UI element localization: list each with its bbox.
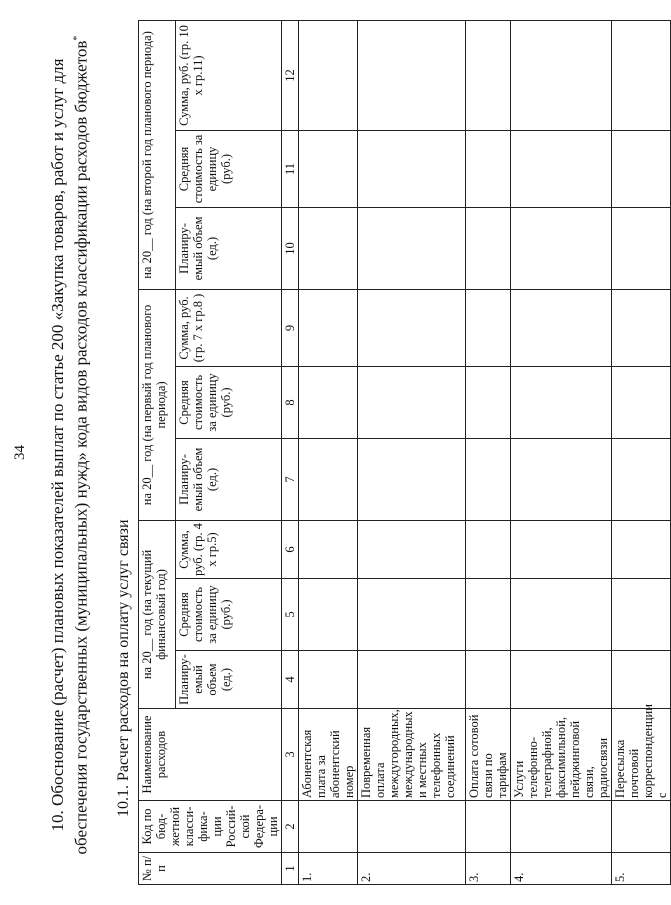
cell <box>612 289 671 366</box>
cell <box>466 520 511 578</box>
cell <box>358 20 466 130</box>
cell <box>358 289 466 366</box>
column-number: 8 <box>282 366 299 438</box>
row-number: 2. <box>358 853 466 885</box>
table-row <box>466 20 511 884</box>
header-row-periods <box>139 20 176 884</box>
header-unit-price: Средняя стоимость за единицу (руб.) <box>175 366 281 438</box>
table-row <box>358 20 466 884</box>
header-budget-code: Код по бюд-жетной класси-фика-ции Россий-ской Федера-ции <box>139 801 282 853</box>
cell <box>466 207 511 289</box>
column-number: 12 <box>282 20 299 130</box>
cell <box>358 579 466 651</box>
footnote-mark: * <box>72 35 83 41</box>
cell <box>511 651 612 709</box>
cell <box>358 520 466 578</box>
table-row <box>299 20 358 884</box>
header-volume: Планиру-емый объем (ед.) <box>175 651 281 709</box>
cell <box>299 207 358 289</box>
cell <box>612 207 671 289</box>
cell <box>299 366 358 438</box>
column-number: 4 <box>282 651 299 709</box>
cell <box>511 20 612 130</box>
column-number: 11 <box>282 130 299 207</box>
cell <box>358 438 466 520</box>
cell <box>299 130 358 207</box>
header-unit-price: Средняя стоимость за единицу (руб.) <box>175 130 281 207</box>
row-number: 3. <box>466 853 511 885</box>
header-period-first: на 20__ год (на первый год планового периода) <box>139 289 176 520</box>
cell <box>612 579 671 651</box>
column-number: 3 <box>282 709 299 801</box>
row-expense-name: Оплата сотовой связи по тарифам <box>466 709 511 801</box>
header-unit-price: Средняя стоимость за единицу (руб.) <box>175 579 281 651</box>
column-number: 6 <box>282 520 299 578</box>
header-expense-name: Наименование расходов <box>139 709 282 801</box>
row-expense-name: Абонентская плата за абонентский номер <box>299 709 358 801</box>
column-number: 1 <box>282 853 299 885</box>
column-numbers-row <box>282 20 299 884</box>
cell <box>466 438 511 520</box>
cell <box>612 20 671 130</box>
cell <box>358 651 466 709</box>
cell-budget-code <box>511 801 612 853</box>
column-number: 7 <box>282 438 299 520</box>
row-expense-name: Повременная оплата междугородных, международных и местных телефонных соединений <box>358 709 466 801</box>
cell <box>466 579 511 651</box>
cell <box>299 20 358 130</box>
cell <box>466 130 511 207</box>
table-row <box>511 20 612 884</box>
row-expense-name: Пересылка почтовой корреспонденции с <box>612 709 671 801</box>
calculation-table <box>138 20 671 885</box>
cell <box>358 207 466 289</box>
header-period-current: на 20__ год (на текущий финансовый год) <box>139 520 176 708</box>
cell <box>299 651 358 709</box>
cell <box>511 130 612 207</box>
row-expense-name: Услуги телефонно-телеграфной, факсимильной, пейджинговой связи, радиосвязи <box>511 709 612 801</box>
cell <box>511 207 612 289</box>
row-number: 1. <box>299 853 358 885</box>
cell <box>612 651 671 709</box>
column-number: 10 <box>282 207 299 289</box>
cell <box>466 366 511 438</box>
cell <box>612 366 671 438</box>
cell <box>358 366 466 438</box>
cell <box>612 438 671 520</box>
header-volume: Планиру-емый объем (ед.) <box>175 207 281 289</box>
table-row <box>612 20 671 884</box>
cell-budget-code <box>299 801 358 853</box>
cell <box>299 520 358 578</box>
subsection-title: 10.1. Расчет расходов на оплату услуг связи <box>115 519 132 817</box>
page-number: 34 <box>12 445 28 460</box>
cell <box>511 438 612 520</box>
header-sum: Сумма, руб. (гр. 10 х гр.11) <box>175 20 281 130</box>
cell <box>612 130 671 207</box>
cell-budget-code <box>612 801 671 853</box>
header-number: № п/п <box>139 853 282 885</box>
header-sum: Сумма, руб. (гр. 7 х гр.8 ) <box>175 289 281 366</box>
column-number: 5 <box>282 579 299 651</box>
header-sum: Сумма, руб. (гр. 4 х гр.5) <box>175 520 281 578</box>
cell <box>299 289 358 366</box>
cell <box>466 20 511 130</box>
section-title <box>48 25 92 865</box>
cell <box>511 520 612 578</box>
section-title-text: 10. Обоснование (расчет) плановых показателей выплат по статье 200 «Закупка товаров, работ и услуг для обеспечения государственных (муниципальных) нужд» кода видов расходов классификации расходов бюджетов <box>48 40 91 855</box>
row-number: 5. <box>612 853 671 885</box>
header-period-second: на 20__ год (на второй год планового периода) <box>139 20 176 289</box>
row-number: 4. <box>511 853 612 885</box>
cell <box>511 289 612 366</box>
cell-budget-code <box>466 801 511 853</box>
cell <box>511 579 612 651</box>
column-number: 9 <box>282 289 299 366</box>
header-volume: Планиру-емый объем (ед.) <box>175 438 281 520</box>
cell <box>299 438 358 520</box>
cell <box>511 366 612 438</box>
cell <box>299 579 358 651</box>
cell <box>466 289 511 366</box>
cell <box>358 130 466 207</box>
cell <box>466 651 511 709</box>
column-number: 2 <box>282 801 299 853</box>
cell <box>612 520 671 578</box>
cell-budget-code <box>358 801 466 853</box>
